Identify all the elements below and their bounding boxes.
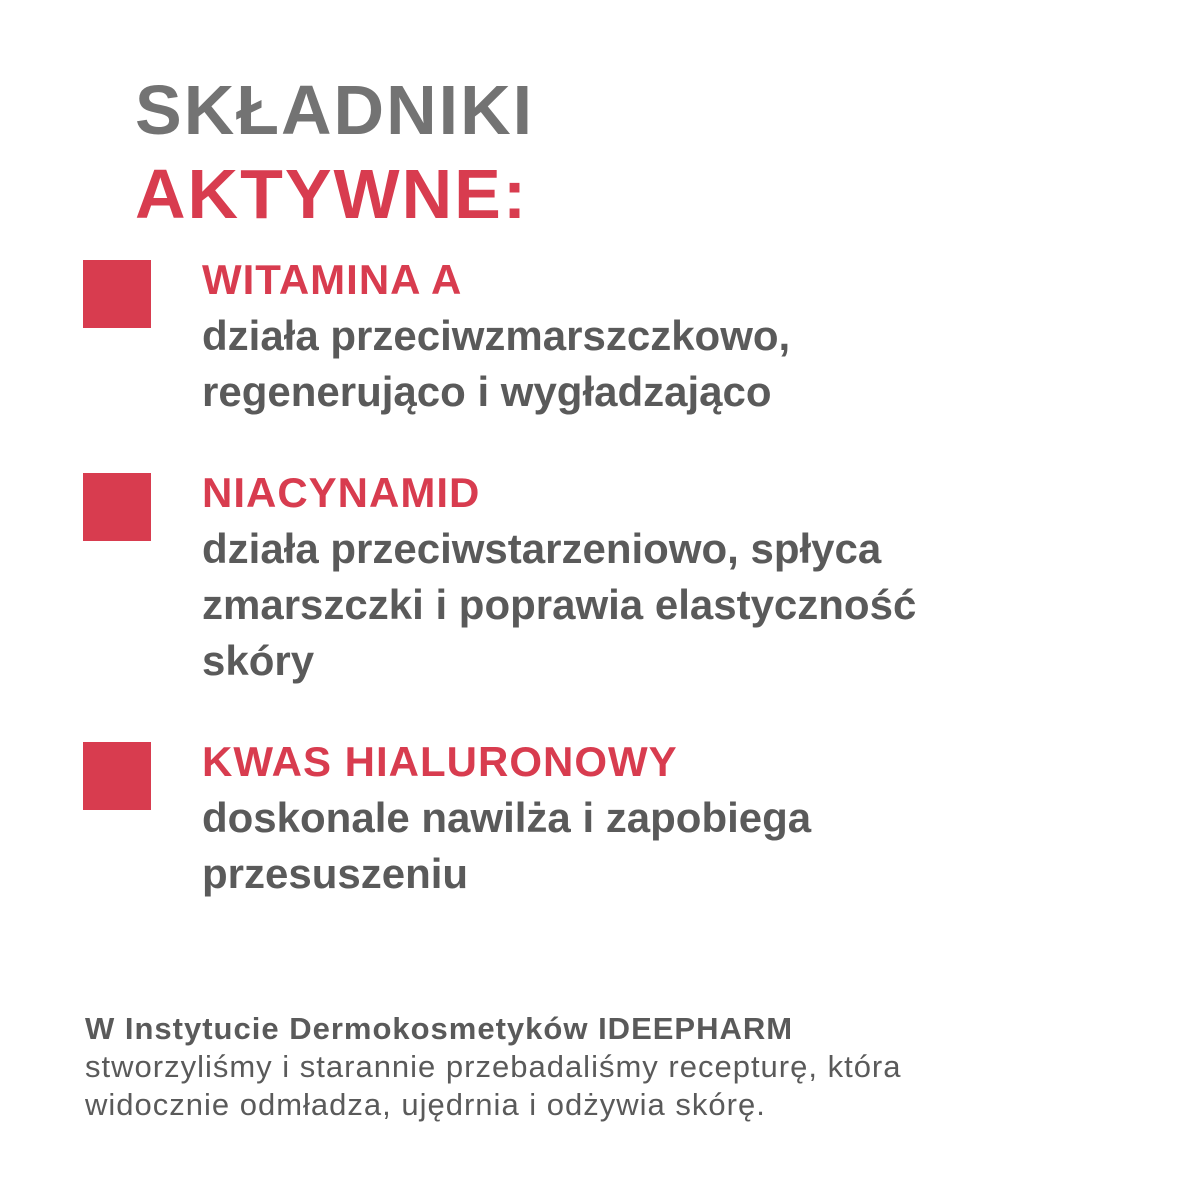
bullet-square-icon (83, 260, 151, 328)
footer-bold-line: W Instytucie Dermokosmetyków IDEEPHARM (85, 1011, 794, 1046)
footer-note (85, 1010, 1165, 1124)
heading-line-2: AKTYWNE: (135, 155, 529, 233)
heading-line-1: SKŁADNIKI (135, 71, 535, 149)
bullet-square-icon (83, 473, 151, 541)
ingredient-description: działa przeciwstarzeniowo, spłyca zmarszczki i poprawia elastyczność skóry (202, 525, 917, 684)
section-heading (135, 68, 534, 236)
ingredient-description: doskonale nawilża i zapobiega przesuszeniu (202, 794, 812, 897)
ingredient-name: WITAMINA A (202, 256, 463, 303)
footer-text: stworzyliśmy i starannie przebadaliśmy recepturę, która widocznie odmładza, ujędrnia i odżywia skórę. (85, 1049, 902, 1122)
ingredient-name: KWAS HIALURONOWY (202, 738, 678, 785)
ingredient-description: działa przeciwzmarszczkowo, regenerująco i wygładzająco (202, 312, 791, 415)
bullet-square-icon (83, 742, 151, 810)
ingredient-name: NIACYNAMID (202, 469, 481, 516)
